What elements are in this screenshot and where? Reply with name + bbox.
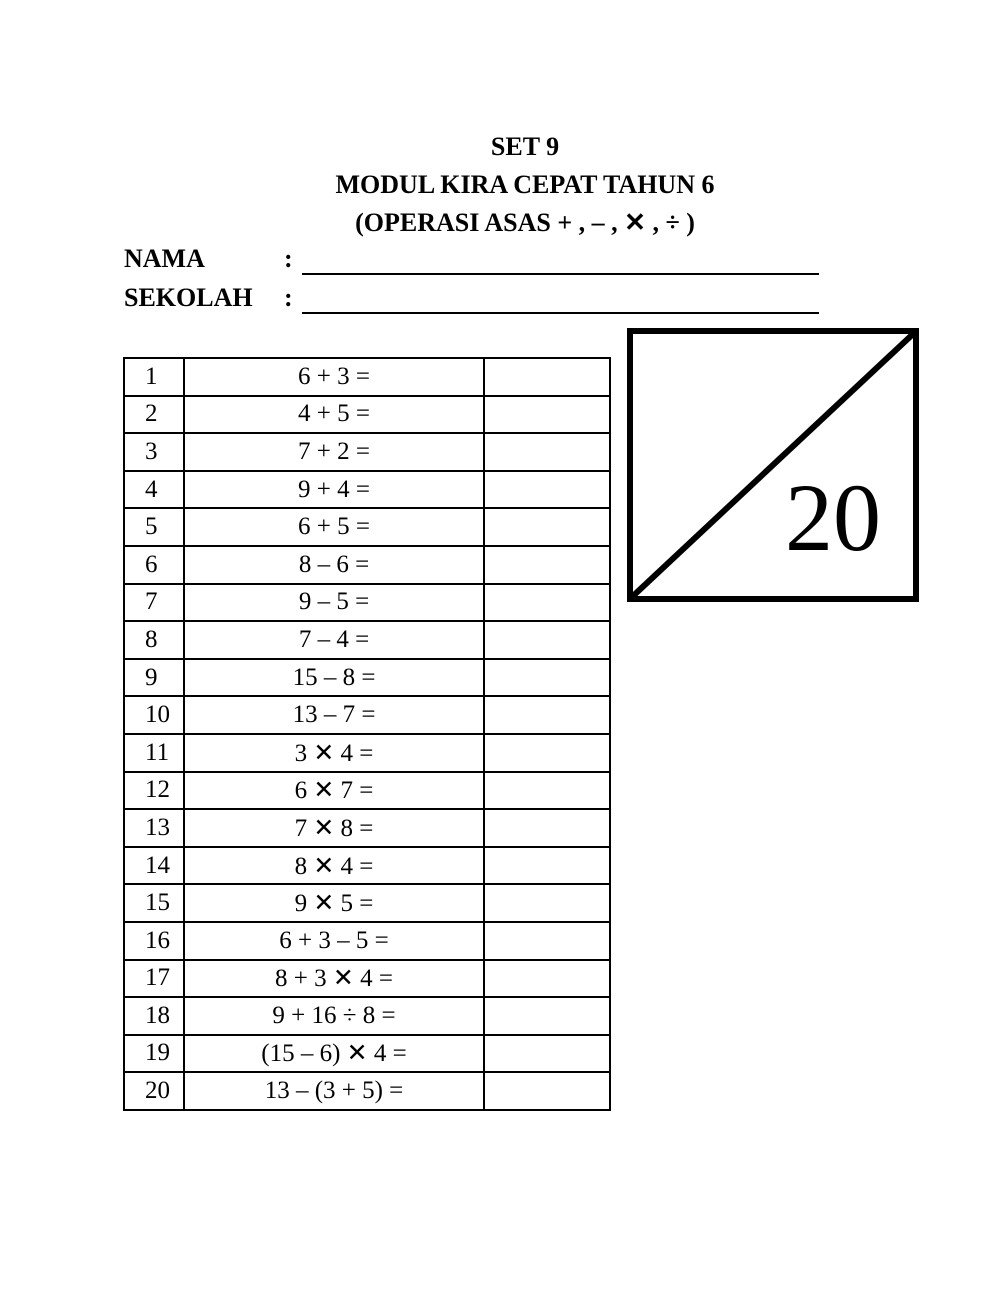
- table-row: [124, 433, 610, 471]
- name-label: NAMA: [124, 244, 205, 273]
- question-number: 12: [124, 772, 184, 810]
- name-field[interactable]: [302, 273, 819, 275]
- question-expression: 8 – 6 =: [184, 546, 484, 584]
- answer-cell[interactable]: [484, 621, 610, 659]
- question-expression: 9 + 16 ÷ 8 =: [184, 997, 484, 1035]
- school-colon: :: [284, 283, 293, 312]
- answer-cell[interactable]: [484, 809, 610, 847]
- table-row: [124, 960, 610, 998]
- question-expression: 9 + 4 =: [184, 471, 484, 509]
- answer-cell[interactable]: [484, 396, 610, 434]
- question-number: 18: [124, 997, 184, 1035]
- answer-cell[interactable]: [484, 546, 610, 584]
- table-row: [124, 734, 610, 772]
- answer-cell[interactable]: [484, 471, 610, 509]
- question-number: 20: [124, 1072, 184, 1110]
- answer-cell[interactable]: [484, 922, 610, 960]
- question-number: 15: [124, 884, 184, 922]
- question-expression: (15 – 6) ✕ 4 =: [184, 1035, 484, 1073]
- operations-subtitle: (OPERASI ASAS + , – , ✕ , ÷ ): [355, 208, 695, 237]
- question-number: 6: [124, 546, 184, 584]
- question-number: 16: [124, 922, 184, 960]
- score-box: [627, 328, 919, 602]
- question-expression: 13 – (3 + 5) =: [184, 1072, 484, 1110]
- question-number: 8: [124, 621, 184, 659]
- answer-cell[interactable]: [484, 960, 610, 998]
- set-title: SET 9: [490, 132, 560, 161]
- question-expression: 9 ✕ 5 =: [184, 884, 484, 922]
- question-number: 14: [124, 847, 184, 885]
- question-expression: 6 + 5 =: [184, 508, 484, 546]
- question-number: 17: [124, 960, 184, 998]
- question-number: 7: [124, 584, 184, 622]
- question-expression: 13 – 7 =: [184, 696, 484, 734]
- question-expression: 7 ✕ 8 =: [184, 809, 484, 847]
- answer-cell[interactable]: [484, 659, 610, 697]
- table-row: [124, 809, 610, 847]
- answer-cell[interactable]: [484, 884, 610, 922]
- question-expression: 4 + 5 =: [184, 396, 484, 434]
- table-row: [124, 922, 610, 960]
- answer-cell[interactable]: [484, 508, 610, 546]
- question-number: 9: [124, 659, 184, 697]
- question-number: 10: [124, 696, 184, 734]
- score-total: 20: [785, 464, 881, 571]
- question-expression: 3 ✕ 4 =: [184, 734, 484, 772]
- question-number: 19: [124, 1035, 184, 1073]
- answer-cell[interactable]: [484, 997, 610, 1035]
- question-expression: 7 + 2 =: [184, 433, 484, 471]
- question-number: 11: [124, 734, 184, 772]
- answer-cell[interactable]: [484, 734, 610, 772]
- table-row: [124, 471, 610, 509]
- table-row: [124, 997, 610, 1035]
- question-expression: 6 ✕ 7 =: [184, 772, 484, 810]
- table-row: [124, 1035, 610, 1073]
- table-row: [124, 621, 610, 659]
- name-colon: :: [284, 244, 293, 273]
- table-row: [124, 358, 610, 396]
- table-row: [124, 772, 610, 810]
- table-row: [124, 546, 610, 584]
- question-number: 3: [124, 433, 184, 471]
- table-row: [124, 396, 610, 434]
- table-row: [124, 584, 610, 622]
- answer-cell[interactable]: [484, 433, 610, 471]
- table-row: [124, 847, 610, 885]
- question-expression: 15 – 8 =: [184, 659, 484, 697]
- answer-cell[interactable]: [484, 584, 610, 622]
- question-number: 4: [124, 471, 184, 509]
- school-label: SEKOLAH: [124, 283, 253, 312]
- question-number: 5: [124, 508, 184, 546]
- question-expression: 6 + 3 – 5 =: [184, 922, 484, 960]
- question-number: 1: [124, 358, 184, 396]
- question-number: 2: [124, 396, 184, 434]
- answer-cell[interactable]: [484, 358, 610, 396]
- question-expression: 7 – 4 =: [184, 621, 484, 659]
- question-expression: 8 ✕ 4 =: [184, 847, 484, 885]
- answer-cell[interactable]: [484, 1072, 610, 1110]
- school-field[interactable]: [302, 312, 819, 314]
- answer-cell[interactable]: [484, 772, 610, 810]
- table-row: [124, 659, 610, 697]
- table-row: [124, 696, 610, 734]
- question-table: [123, 357, 611, 1111]
- answer-cell[interactable]: [484, 696, 610, 734]
- answer-cell[interactable]: [484, 847, 610, 885]
- table-row: [124, 884, 610, 922]
- table-row: [124, 1072, 610, 1110]
- module-title: MODUL KIRA CEPAT TAHUN 6: [335, 170, 715, 199]
- question-expression: 9 – 5 =: [184, 584, 484, 622]
- question-expression: 6 + 3 =: [184, 358, 484, 396]
- table-row: [124, 508, 610, 546]
- answer-cell[interactable]: [484, 1035, 610, 1073]
- question-number: 13: [124, 809, 184, 847]
- question-expression: 8 + 3 ✕ 4 =: [184, 960, 484, 998]
